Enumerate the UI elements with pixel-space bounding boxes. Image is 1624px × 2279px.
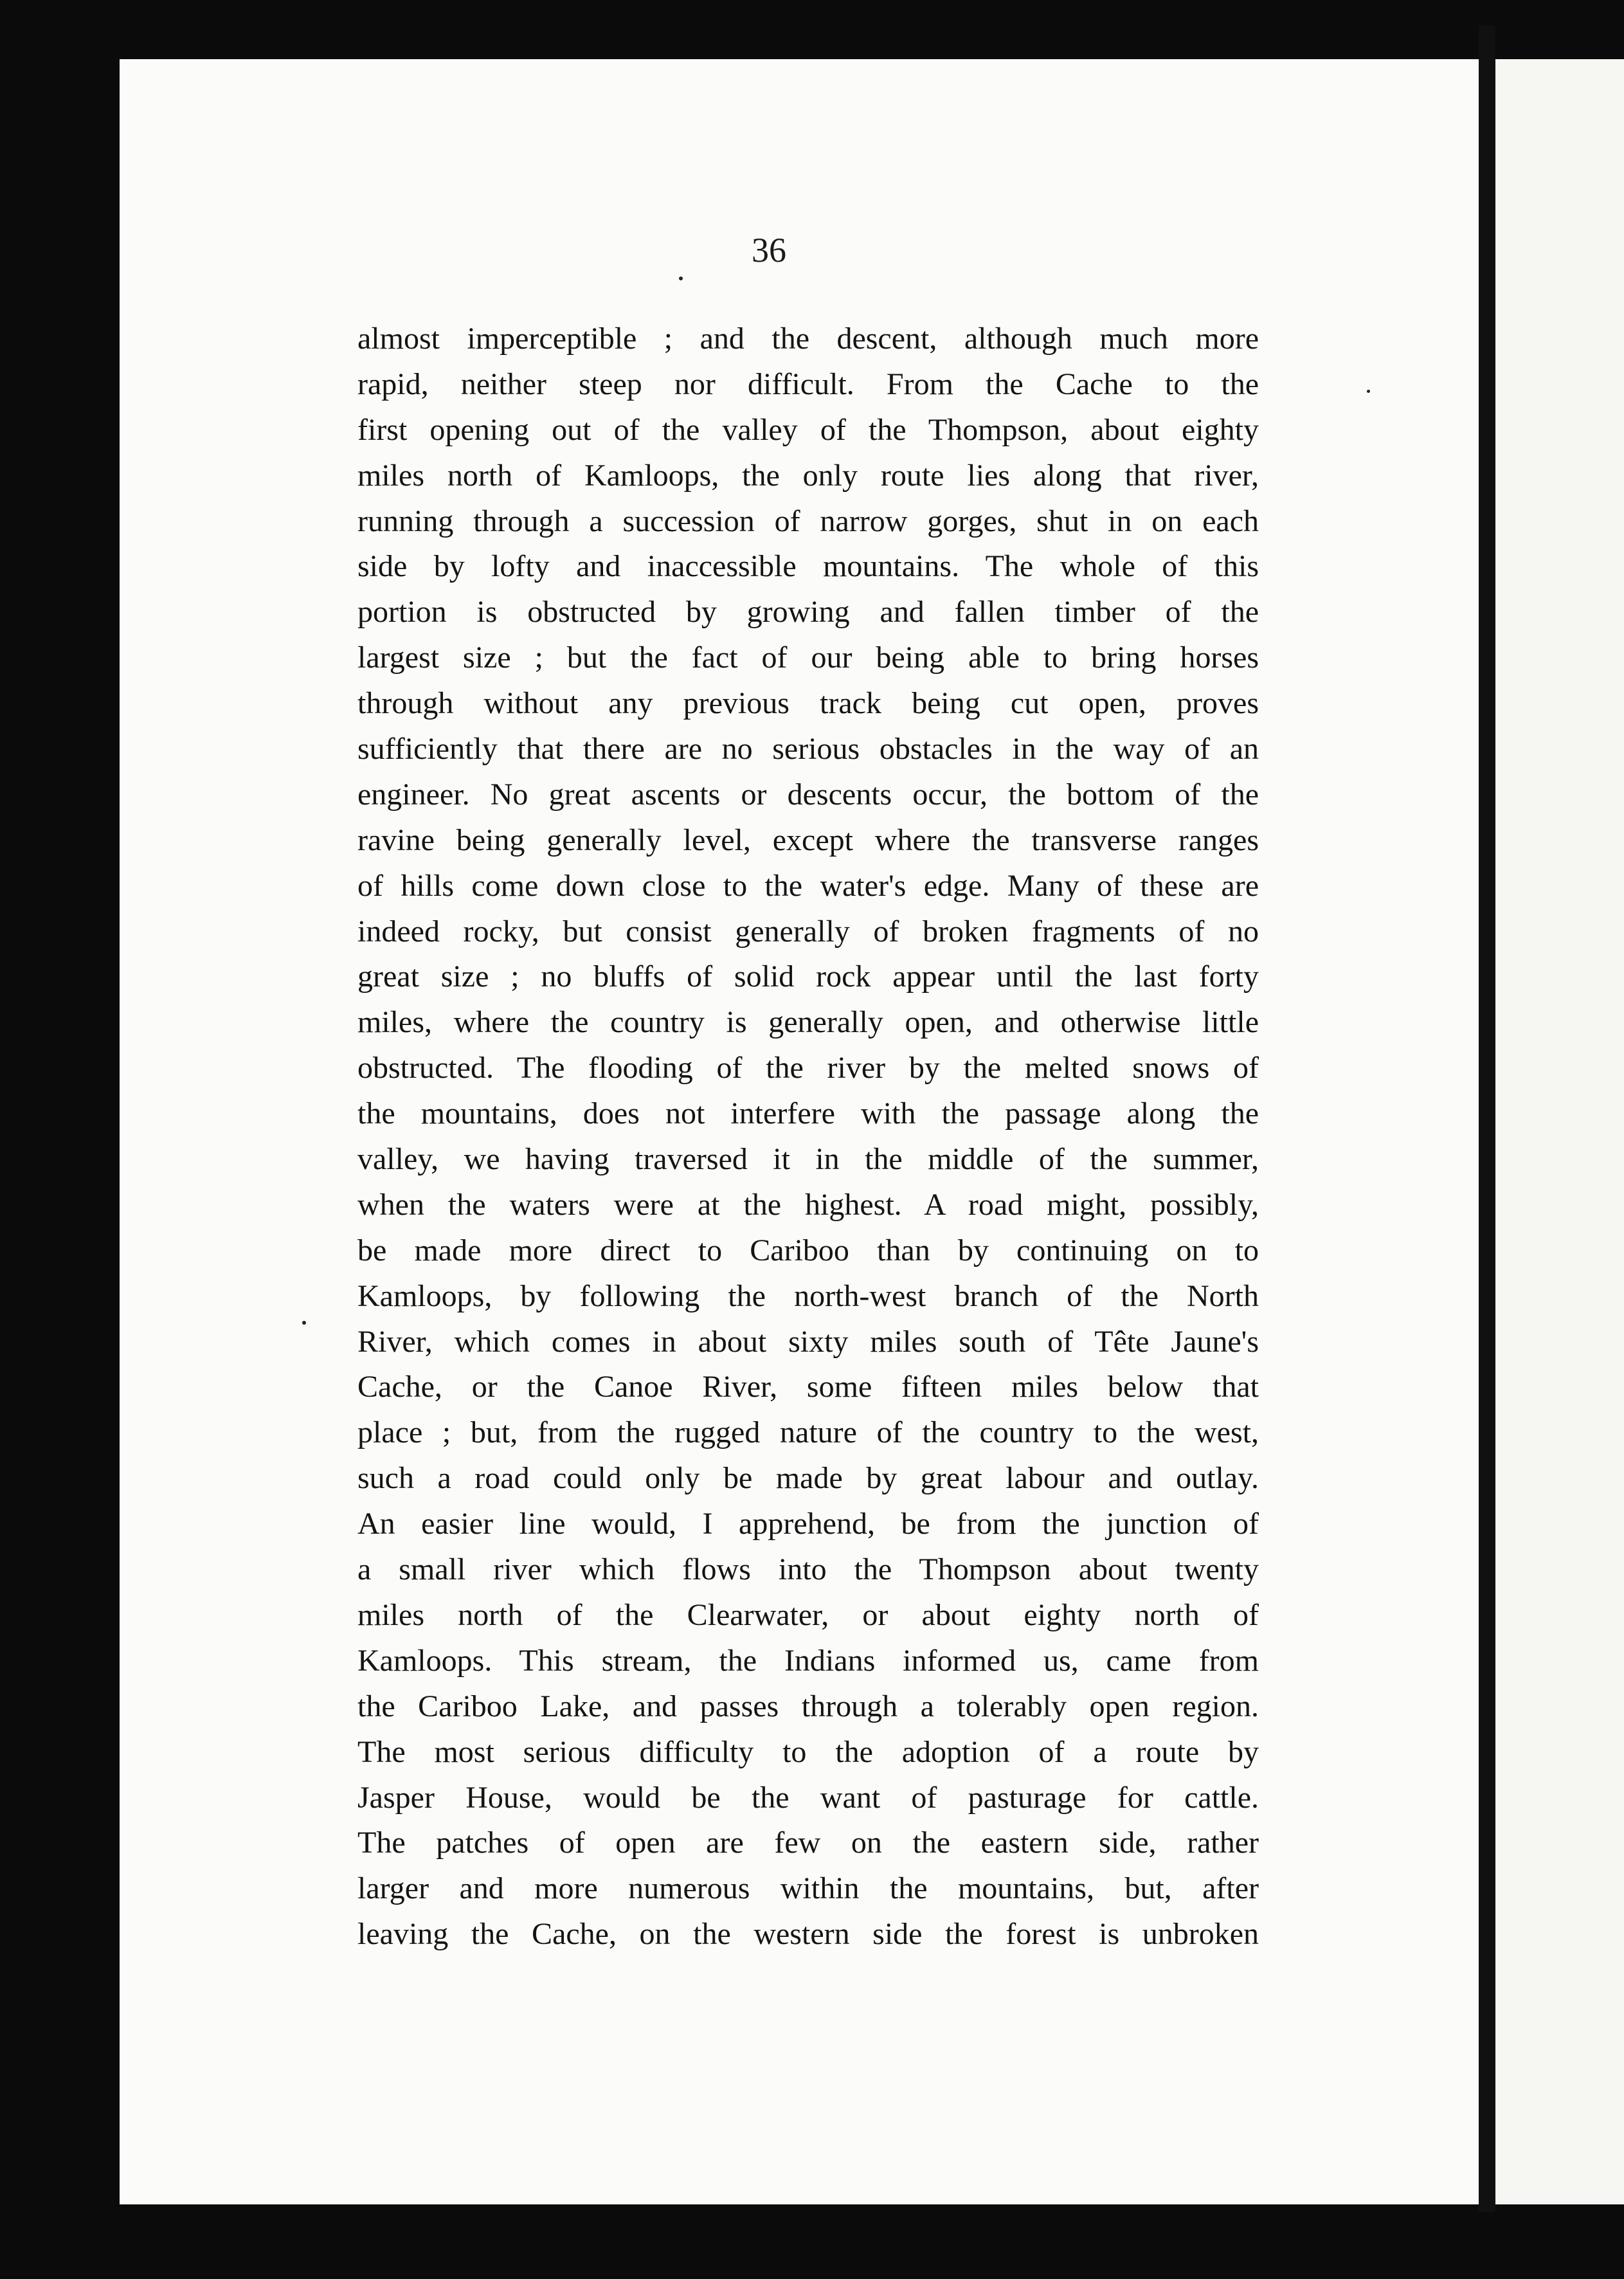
text-line: when the waters were at the highest. A road might, possibly,: [357, 1187, 1259, 1222]
text-line: An easier line would, I apprehend, be from the junction of: [357, 1507, 1259, 1541]
text-line: The patches of open are few on the eastern side, rather: [357, 1826, 1259, 1860]
text-line: miles north of Kamloops, the only route lies along that river,: [357, 458, 1259, 493]
print-speck: [679, 277, 683, 280]
text-line: The most serious difficulty to the adoption of a route by: [357, 1734, 1259, 1769]
text-line: a small river which flows into the Thompson about twenty: [357, 1552, 1259, 1587]
facing-page-edge: [1495, 59, 1624, 2204]
text-line: Kamloops, by following the north-west branch of the North: [357, 1278, 1259, 1313]
page-number: 36: [752, 231, 786, 269]
text-line: Cache, or the Canoe River, some fifteen miles below that: [357, 1370, 1259, 1404]
text-line: valley, we having traversed it in the middle of the summer,: [357, 1142, 1259, 1177]
text-line: the mountains, does not interfere with the passage along the: [357, 1096, 1259, 1131]
text-line: place ; but, from the rugged nature of the country to the west,: [357, 1415, 1259, 1450]
text-line: ravine being generally level, except where the transverse ranges: [357, 822, 1259, 857]
text-line: through without any previous track being cut open, proves: [357, 686, 1259, 721]
text-line: miles north of the Clearwater, or about eighty north of: [357, 1597, 1259, 1632]
text-line: River, which comes in about sixty miles south of Tête Jaune's: [357, 1324, 1259, 1359]
text-line: larger and more numerous within the mountains, but, after: [357, 1871, 1259, 1906]
text-line: rapid, neither steep nor difficult. From the Cache to the: [357, 367, 1259, 401]
text-line: engineer. No great ascents or descents occur, the bottom of the: [357, 777, 1259, 812]
text-line: obstructed. The flooding of the river by the melted snows of: [357, 1051, 1259, 1085]
text-line: great size ; no bluffs of solid rock appear until the last forty: [357, 959, 1259, 994]
text-line: side by lofty and inaccessible mountains. The whole of this: [357, 549, 1259, 584]
text-line: miles, where the country is generally open, and otherwise little: [357, 1005, 1259, 1040]
text-line: the Cariboo Lake, and passes through a tolerably open region.: [357, 1689, 1259, 1723]
text-line: such a road could only be made by great labour and outlay.: [357, 1461, 1259, 1496]
text-line: leaving the Cache, on the western side the forest is unbroken: [357, 1917, 1259, 1952]
print-speck: [1367, 390, 1370, 393]
text-line: sufficiently that there are no serious obstacles in the way of an: [357, 732, 1259, 767]
text-line: be made more direct to Cariboo than by continuing on to: [357, 1233, 1259, 1267]
text-line: first opening out of the valley of the Thompson, about eighty: [357, 412, 1259, 447]
text-line: almost imperceptible ; and the descent, although much more: [357, 322, 1259, 356]
text-line: Jasper House, would be the want of pasturage for cattle.: [357, 1780, 1259, 1815]
text-line: largest size ; but the fact of our being able to bring horses: [357, 640, 1259, 675]
text-line: of hills come down close to the water's edge. Many of these are: [357, 868, 1259, 903]
book-gutter: [1479, 26, 1495, 2212]
text-line: indeed rocky, but consist generally of broken fragments of no: [357, 914, 1259, 949]
text-line: Kamloops. This stream, the Indians informed us, came from: [357, 1643, 1259, 1678]
text-line: portion is obstructed by growing and fallen timber of the: [357, 595, 1259, 630]
text-line: running through a succession of narrow gorges, shut in on each: [357, 504, 1259, 538]
body-text: [357, 316, 1259, 1957]
print-speck: [302, 1321, 306, 1325]
